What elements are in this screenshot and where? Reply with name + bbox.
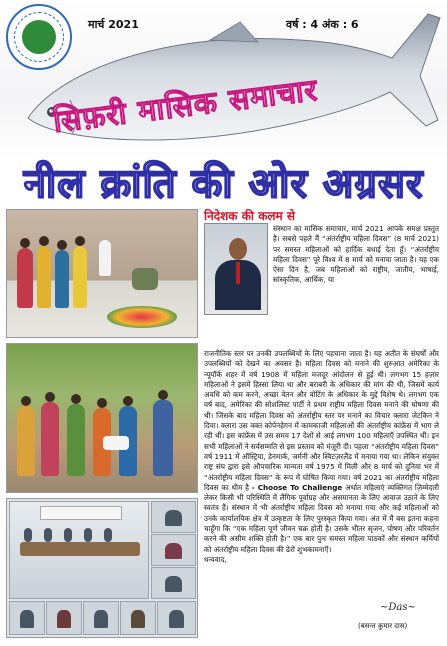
signature-image: ~Das~: [380, 602, 416, 613]
issue-date: मार्च 2021: [88, 18, 139, 31]
editorial-body: [204, 349, 439, 565]
editorial-paragraph-intro: संस्थान का मासिक समाचार, मार्च 2021 आपके समक्ष प्रस्तुत है। सबसे पहले मैं “अंतर्राष्ट्रीय महिला दिवस” (8 मार्च 2021) पर समस्त महिलाओं को हार्दिक बधाई देता हूँ। “अंतर्राष्ट्रीय महिला दिवस” पूरे विश्व में 8 मार्च को मनाया जाता है। यह एक ऐसा दिन है, जब महिलाओं को राष्ट्रीय, जातीय, भाषाई, सांस्कृतिक, आर्थिक, या: [273, 224, 439, 285]
editorial-paragraph-closing: अर्थात महिलाएं व्यक्तिगत ज़िम्मेदारी लेकर किसी भी परिस्थिति में लैंगिक पूर्वाग्रह और असमानता के लिए आवाज उठाने के लिए स्वतंत्र हैं। संस्थान में भी अंतर्राष्ट्रीय महिला दिवस को मनाया गया और कई महिलाओं को उनके कार्यालयिक क्षेत्र में उत्कृष्टता के लिए पुरस्कृत किया गया। अंत में मैं बस इतना कहना चाहूँगा कि “एक महिला पूर्ण जीवन चक्र होती है। उसके भीतर सृजन, पोषण और परिवर्तन करने की असीम शक्ति होती है।” एक बार पुनः समस्त महिला पाठकों और संस्थान कर्मियों को अंतर्राष्ट्रीय महिला दिवस की ढेरों शुभकामनाएँ।: [204, 482, 439, 554]
event-photo-rangoli: [6, 209, 198, 338]
closing-thanks: धन्यवाद,: [204, 554, 227, 564]
masthead: [0, 0, 447, 160]
director-portrait: [204, 223, 268, 315]
magazine-title: सिफ़री मासिक समाचार: [51, 72, 320, 140]
editorial-paragraph-history: राजनीतिक स्तर पर उनकी उपलब्धियों के लिए पहचाना जाता है। यह अतीत के संघर्षों और उपलब्धियों को देखने का अवसर है। महिला दिवस को मनाने की शुरुआत अमेरिका के न्यूयॉर्क शहर में वर्ष 1908 में महिला मजदूर आंदोलन से हुई थी। लगभग 15 हज़ार महिलाओं ने इसमें हिस्सा लिया था और बराबरी के अधिकार की मांग की थी, जिसमें कार्य अवधि को कम करने, अच्छा वेतन और वोटिंग के अधिकार के मुद्दे विशेष थे। लगभग एक वर्ष बाद, अमेरिका की सोशलिस्ट पार्टी ने प्रथम राष्ट्रीय महिला दिवस मनाने की घोषणा की थी। जिसके बाद महिला दिवस को अंतर्राष्ट्रीय स्तर पर मनाने का विचार क्लारा जेटकिन ने दिया। क्लारा उस वक्त कोपेनहेगन में कामकाजी महिलाओं की अंतर्राष्ट्रीय कांफ्रेंस में भाग ले रही थीं। इस कांफ्रेंस में उस समय 17 देशों से आई लगभग 100 महिलाएँ उपस्थित थीं। इन सभी महिलाओं ने सर्वसम्मति से इस प्रस्ताव को मंज़ूरी दी। पहला “अंतर्राष्ट्रीय महिला दिवस” वर्ष 1911 में ऑस्ट्रिया, डेनमार्क, जर्मनी और स्विटज़रलैंड में मनाया गया था। लेकिन संयुक्त राष्ट्र संघ द्वारा इसे औपचारिक मान्यता वर्ष 1975 में मिली और 8 मार्च को दुनिया भर में “अंतर्राष्ट्रीय महिला दिवस” के रूप में घोषित किया गया। वर्ष 2021 का अंतर्राष्ट्रीय महिला दिवस का थीम है: [204, 349, 439, 492]
event-photo-distribution: [6, 343, 198, 493]
main-heading: नील क्रांति की ओर अग्रसर: [23, 161, 424, 207]
signer-name: (बसन्त कुमार दास): [358, 622, 408, 630]
cifri-logo-icon: [6, 4, 72, 70]
editorial-heading: निदेशक की कलम से: [204, 209, 296, 223]
video-conference-photo: [6, 498, 198, 638]
theme-choose-to-challenge: - Choose To Challenge: [251, 482, 343, 492]
issue-volume-number: वर्ष : 4 अंक : 6: [286, 18, 359, 31]
